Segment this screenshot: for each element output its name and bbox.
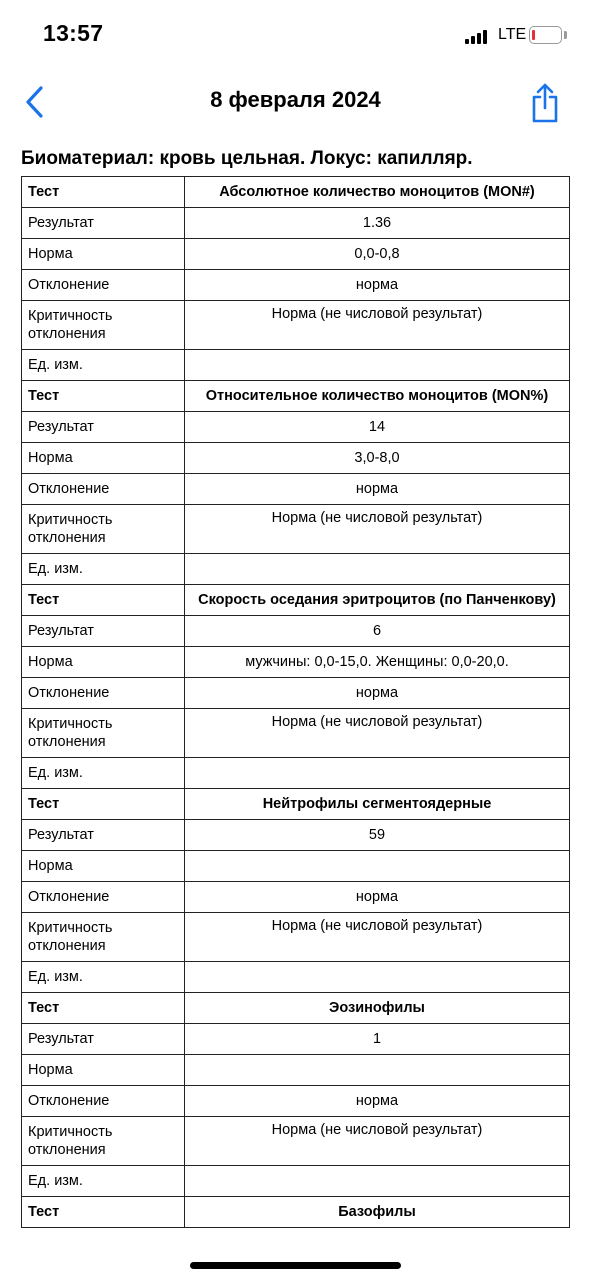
units-row <box>22 962 570 993</box>
status-time: 13:57 <box>43 20 104 46</box>
test-norm <box>185 1055 570 1086</box>
test-name: Абсолютное количество моноцитов (MON#) <box>185 177 570 208</box>
row-label-result: Результат <box>22 820 185 851</box>
result-row <box>22 208 570 239</box>
row-label-test: Тест <box>22 1197 185 1228</box>
row-label-norm: Норма <box>22 443 185 474</box>
test-result: 1.36 <box>185 208 570 239</box>
test-criticality: Норма (не числовой результат) <box>185 301 570 350</box>
row-label-result: Результат <box>22 412 185 443</box>
row-label-result: Результат <box>22 1024 185 1055</box>
section-title: Биоматериал: кровь цельная. Локус: капилляр. <box>21 148 473 169</box>
deviation-row <box>22 678 570 709</box>
test-norm: 0,0-0,8 <box>185 239 570 270</box>
row-label-units: Ед. изм. <box>22 758 185 789</box>
test-units <box>185 554 570 585</box>
battery-low-icon <box>529 26 562 44</box>
units-row <box>22 1166 570 1197</box>
row-label-norm: Норма <box>22 1055 185 1086</box>
result-row <box>22 1024 570 1055</box>
home-indicator[interactable] <box>190 1262 401 1269</box>
row-label-criticality: Критичность отклонения <box>22 1117 185 1166</box>
network-type: LTE <box>498 26 527 43</box>
row-label-criticality: Критичность отклонения <box>22 505 185 554</box>
row-label-norm: Норма <box>22 647 185 678</box>
row-label-deviation: Отклонение <box>22 1086 185 1117</box>
test-criticality: Норма (не числовой результат) <box>185 709 570 758</box>
battery-tip <box>564 31 567 39</box>
share-icon <box>528 80 562 124</box>
criticality-row <box>22 1117 570 1166</box>
result-row <box>22 616 570 647</box>
row-label-deviation: Отклонение <box>22 882 185 913</box>
bottom-overlay <box>0 1230 591 1280</box>
test-name: Нейтрофилы сегментоядерные <box>185 789 570 820</box>
test-criticality: Норма (не числовой результат) <box>185 505 570 554</box>
units-row <box>22 758 570 789</box>
row-label-criticality: Критичность отклонения <box>22 913 185 962</box>
norm-row <box>22 1055 570 1086</box>
test-name: Скорость оседания эритроцитов (по Панченкову) <box>185 585 570 616</box>
test-norm: 3,0-8,0 <box>185 443 570 474</box>
row-label-criticality: Критичность отклонения <box>22 301 185 350</box>
criticality-row <box>22 913 570 962</box>
row-label-result: Результат <box>22 208 185 239</box>
row-label-result: Результат <box>22 616 185 647</box>
cellular-signal-icon <box>465 29 491 44</box>
results-table <box>21 176 570 1228</box>
test-name: Базофилы <box>185 1197 570 1228</box>
test-criticality: Норма (не числовой результат) <box>185 1117 570 1166</box>
test-result: 14 <box>185 412 570 443</box>
test-units <box>185 962 570 993</box>
status-bar <box>0 0 591 70</box>
deviation-row <box>22 270 570 301</box>
norm-row <box>22 851 570 882</box>
criticality-row <box>22 709 570 758</box>
row-label-units: Ед. изм. <box>22 962 185 993</box>
test-header-row <box>22 1197 570 1228</box>
test-name: Относительное количество моноцитов (MON%) <box>185 381 570 412</box>
row-label-deviation: Отклонение <box>22 678 185 709</box>
row-label-units: Ед. изм. <box>22 554 185 585</box>
test-units <box>185 350 570 381</box>
result-row <box>22 412 570 443</box>
result-row <box>22 820 570 851</box>
deviation-row <box>22 474 570 505</box>
criticality-row <box>22 505 570 554</box>
row-label-deviation: Отклонение <box>22 474 185 505</box>
test-header-row <box>22 585 570 616</box>
test-header-row <box>22 789 570 820</box>
test-result: 6 <box>185 616 570 647</box>
test-deviation: норма <box>185 270 570 301</box>
row-label-test: Тест <box>22 381 185 412</box>
row-label-criticality: Критичность отклонения <box>22 709 185 758</box>
row-label-deviation: Отклонение <box>22 270 185 301</box>
test-norm <box>185 851 570 882</box>
row-label-norm: Норма <box>22 239 185 270</box>
test-deviation: норма <box>185 474 570 505</box>
row-label-norm: Норма <box>22 851 185 882</box>
norm-row <box>22 239 570 270</box>
deviation-row <box>22 1086 570 1117</box>
test-header-row <box>22 177 570 208</box>
test-header-row <box>22 381 570 412</box>
row-label-test: Тест <box>22 585 185 616</box>
navigation-bar <box>0 70 591 134</box>
test-norm: мужчины: 0,0-15,0. Женщины: 0,0-20,0. <box>185 647 570 678</box>
test-result: 59 <box>185 820 570 851</box>
norm-row <box>22 647 570 678</box>
test-units <box>185 1166 570 1197</box>
units-row <box>22 554 570 585</box>
criticality-row <box>22 301 570 350</box>
test-header-row <box>22 993 570 1024</box>
row-label-test: Тест <box>22 789 185 820</box>
row-label-test: Тест <box>22 993 185 1024</box>
test-deviation: норма <box>185 678 570 709</box>
share-button[interactable] <box>528 80 562 124</box>
row-label-units: Ед. изм. <box>22 350 185 381</box>
row-label-test: Тест <box>22 177 185 208</box>
test-criticality: Норма (не числовой результат) <box>185 913 570 962</box>
test-units <box>185 758 570 789</box>
norm-row <box>22 443 570 474</box>
test-name: Эозинофилы <box>185 993 570 1024</box>
test-deviation: норма <box>185 1086 570 1117</box>
test-deviation: норма <box>185 882 570 913</box>
test-result: 1 <box>185 1024 570 1055</box>
deviation-row <box>22 882 570 913</box>
units-row <box>22 350 570 381</box>
row-label-units: Ед. изм. <box>22 1166 185 1197</box>
page-title: 8 февраля 2024 <box>210 87 381 112</box>
